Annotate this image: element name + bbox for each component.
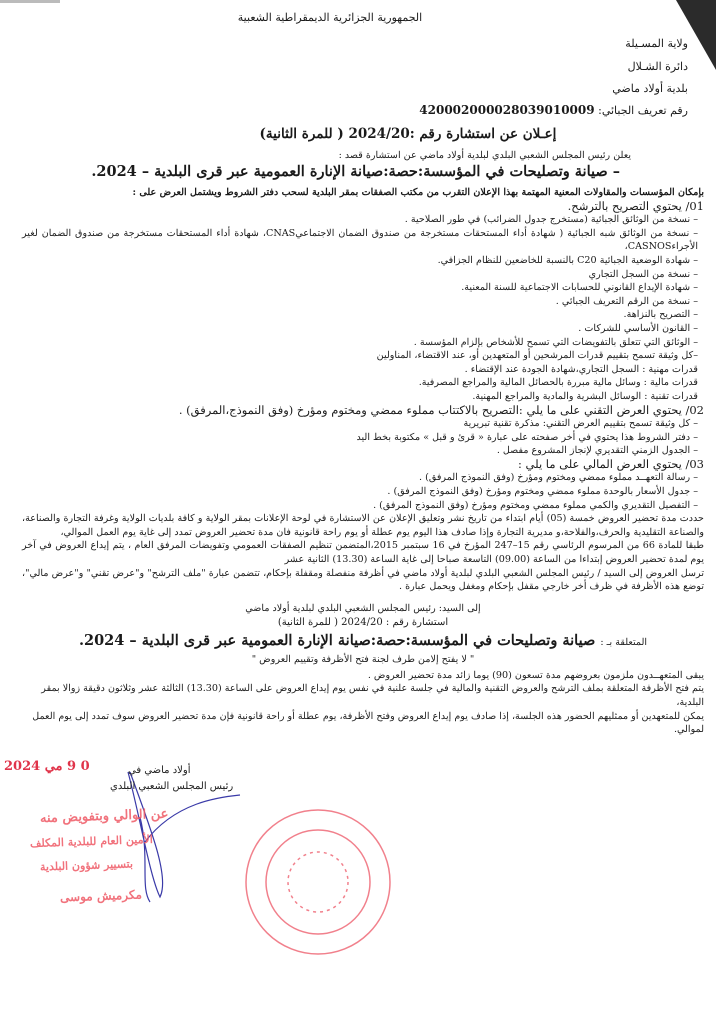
signature-block — [0, 757, 716, 987]
list-item: – نسخة من الرقم التعريف الجبائي . — [555, 295, 698, 307]
tax-id: 420002000028039010009 — [419, 103, 595, 117]
envelope-related — [22, 630, 704, 653]
section-1-title: 01/ يحتوي التصريح بالترشح. — [567, 198, 704, 213]
list-item: – نسخة من الوثائق شبه الجبائية ( شهادة أداء المستحقات مستخرجة من صندوق الضمان الاجتماعيCNAS، شهادة أداء المستحقات مستخرجة من صندوق الضمان لغير الأجراءCASNOS، — [22, 227, 698, 253]
envelope-to: إلى السيد: رئيس المجلس الشعبي البلدي لبلدية أولاد ماضي — [245, 602, 481, 614]
duration-paragraph: حددت مدة تحضير العروض خمسة (05) أيام ابتداء من تاريخ نشر وتعليق الإعلان عن الاستشارة في لوحة الإعلانات بمقر الولاية و كافة بلديات الولاية وغرفة التجارة والصناعة، والصناعة التقليدية والحرف،والفلاحة،و مديرية التجارة وإذا صادف هذا اليوم يوم عطلة أو يوم راحة قانونية فان مدة تحضير العروض تمدد إلى غاية يوم العمل الموالي، — [22, 513, 704, 538]
list-item: – جدول الأسعار بالوحدة مملوء ممضي ومختوم ومؤرخ (وفق النموذج المرفق) . — [387, 486, 698, 498]
wilaya: ولاية المسـيلة — [625, 37, 688, 50]
related-label: المتعلقة بـ : — [600, 636, 648, 648]
republic-header: الجمهورية الجزائرية الديمقراطية الشعبية — [237, 11, 423, 24]
list-item: – رسالة التعهــد مملوء ممضي ومختوم ومؤرخ (وفق النموذج المرفق) . — [418, 472, 698, 484]
list-item: – شهادة الوضعية الجبائية C20 بالنسبة للخاضعين للنظام الجزافي. — [437, 254, 698, 266]
decree-paragraph: طبقا للمادة 66 من المرسوم الرئاسي رقم 15–247 المؤرخ في 16 سبتمبر 2015،المتضمن تنظيم الصفقات العمومي وتفويضات المرفق العام ، يتم إيداع العروض في آخر يوم لمدة تحضير العروض إبتداءا من الساعة (09.00) التاسعة صباحا إلى غاية الساعة (13.30) الثانية عشر — [22, 540, 705, 566]
envelope-notice: " لا يفتح إلامن طرف لجنة فتح الأظرفة وتقييم العروض " — [251, 653, 475, 665]
round-seal-icon — [246, 810, 390, 954]
subject: – صيانة وتصليحات في المؤسسة:حصة:صيانة الإنارة العمومية عبر قرى البلدية – 2024. — [91, 163, 620, 180]
list-item: – التفصيل التقديري والكمي مملوء ممضي ومختوم ومؤرخ (وفق النموذج المرفق) . — [373, 499, 698, 511]
daira: دائرة الشـلال — [627, 60, 688, 73]
opening-text: يتم فتح الأظرفة المتعلقة بملف الترشح والعروض التقنية والمالية في جلسة علنية في نفس يوم إيداع العروض على الساعة (13.30) الثالثة عشر وثلاثون دقيقة زوالا بمقر البلدية، — [41, 683, 704, 708]
list-item: –كل وثيقة تسمح بتقييم قدرات المرشحين أو المتعهدين أو، عند الاقتضاء، المناولين — [376, 350, 698, 362]
signature-place: أولاد ماضي في — [128, 764, 191, 776]
list-item: – شهادة الإيداع القانوني للحسابات الاجتماعية للسنة المعنية. — [461, 282, 698, 294]
related-subject: صيانة وتصليحات في المؤسسة:حصة:صيانة الإنارة العمومية عبر قرى البلدية – 2024. — [78, 631, 596, 649]
list-item: – التصريح بالنزاهة. — [623, 309, 698, 321]
envelope-consult: استشارة رقم : 2024/20 ( للمرة الثانية) — [277, 616, 449, 628]
section-2-title: 02/ يحتوي العرض التقني على ما يلي :التصريح بالاكتتاب مملوء ممضي ومختوم ومؤرخ (وفق النموذج،المرفق) . — [178, 402, 704, 417]
section-3-title: 03/ يحتوي العرض المالي على ما يلي : — [518, 456, 704, 471]
validity-text: يبقى المتعهــدون ملزمون بعروضهم مدة تسعون (90) يوما زائد مدة تحضير العروض . — [367, 669, 704, 681]
intro: يعلن رئيس المجلس الشعبي البلدي لبلدية أولاد ماضي عن استشارة قصد : — [338, 150, 631, 161]
list-item: – الجدول الزمني التقديري لإنجاز المشروع مفصل . — [496, 445, 698, 457]
list-item: – الوثائق التي تتعلق بالتفويضات التي تسمح للأشخاص بإلزام المؤسسة . — [413, 336, 698, 348]
delegation-stamp-line: مكرميش موسى — [59, 887, 143, 905]
scan-edge — [0, 0, 60, 3]
announcement-title: إعـلان عن استشارة رقم :2024/20 ( للمرة الثانية) — [259, 126, 557, 142]
delegation-stamp-line: عن الوالي وبتفويض منه — [39, 806, 169, 827]
list-item: – القانون الأساسي للشركات . — [578, 322, 698, 334]
tax-id-row — [419, 103, 688, 117]
send-paragraph: ترسل العروض إلى السيد / رئيس المجلس الشعبي البلدي لبلدية أولاد ماضي في أظرفة منفصلة ومقفلة بإحكام، تتضمن عبارة "ملف الترشح" و"عرض تقني" و"عرض مالي"، توضع هذه الأظرفة في ظرف أخر خارجي مقفل بإحكام ومغفل ويحمل عبارة . — [22, 567, 704, 593]
delegation-stamp-line: بتسيير شؤون البلدية — [39, 857, 134, 874]
lead-text: بإمكان المؤسسات والمقاولات المعنية المهتمة بهذا الإعلان التقرب من مكتب الصفقات بمقر البلدية لسحب دفتر الشروط ويشتمل العرض على : — [132, 187, 704, 198]
list-item: – دفتر الشروط هذا يحتوي في أخر صفحته على عبارة « قرئ و قبل » مكتوبة بخط اليد — [356, 431, 698, 443]
requirements-body — [22, 186, 704, 594]
list-item: – نسخة من السجل التجاري — [588, 268, 698, 280]
date-stamp-text: 0 9 مي 2024 — [4, 758, 90, 774]
commune: بلدية أولاد ماضي — [612, 82, 688, 95]
tax-id-label: رقم تعريف الجبائي: — [598, 104, 688, 117]
list-item: – كل وثيقة تسمح بتقييم العرض التقني: مذكرة تقنية تبريرية — [463, 418, 698, 430]
list-item: قدرات مهنية : السجل التجاري،شهادة الجودة عند الإقتضاء . — [464, 363, 698, 375]
list-item: قدرات تقنية : الوسائل البشرية والمادية والمراجع المهنية. — [472, 390, 698, 402]
list-item: قدرات مالية : وسائل مالية مبررة بالحصائل المالية والمراجع المصرفية. — [418, 377, 698, 389]
list-item: – نسخة من الوثائق الجبائية (مستخرج جدول الضرائب) في طور الصلاحية . — [404, 214, 698, 226]
closing-body — [22, 669, 704, 737]
date-stamp — [4, 759, 90, 774]
delegation-stamp-line: الأمين العام للبلدية المكلف — [29, 832, 154, 850]
attendance-text: يمكن للمتعهدين أو ممثليهم الحضور هذه الجلسة، إذا صادف يوم إيداع العروض وفتح الأظرفة، يوم عطلة أو راحة قانونية فإن مدة تحضير العروض سوف تمدد إلى يوم العمل لموالي. — [32, 710, 704, 736]
signature-role: رئيس المجلس الشعبي البلدي — [110, 780, 234, 792]
document-flow — [4, 186, 705, 987]
